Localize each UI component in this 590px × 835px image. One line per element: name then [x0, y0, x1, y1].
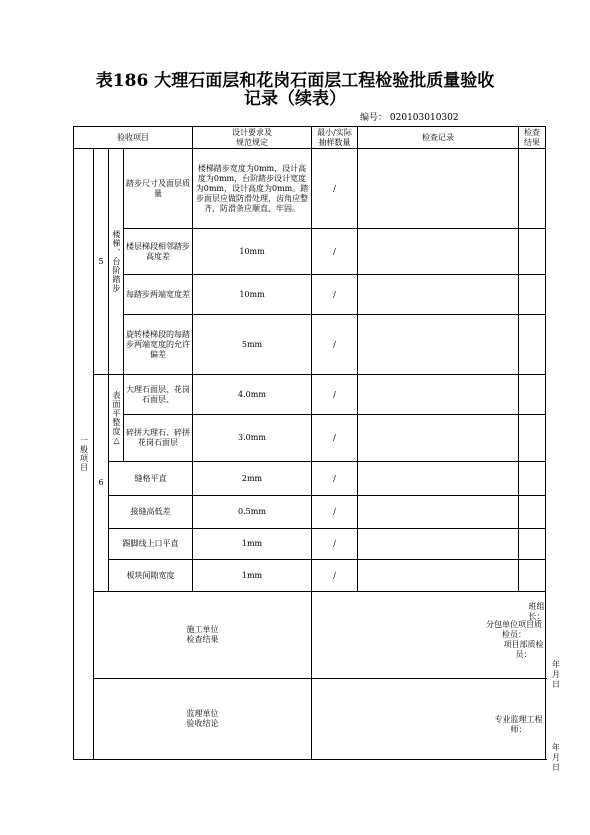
row-item: 旋转楼梯段的每踏步两端宽度的允许偏差	[124, 315, 193, 375]
row-item: 碎拼大理石、碎拼花岗石面层	[124, 415, 193, 462]
row-item: 每踏步两端宽度差	[124, 275, 193, 315]
table-row	[74, 560, 546, 592]
supervision-label-line1: 监理单位	[186, 709, 219, 718]
supervision-row	[74, 679, 546, 760]
table-row	[74, 229, 546, 275]
supervision-label-line2: 验收结论	[186, 719, 219, 728]
construction-label-line1: 施工单位	[186, 625, 219, 634]
row-sample: /	[312, 529, 358, 560]
team-leader-label: 班组长：	[528, 602, 545, 621]
table-row	[74, 375, 546, 415]
row-sample: /	[312, 275, 358, 315]
header-design-req-line1: 设计要求及	[232, 127, 272, 137]
header-result-line1: 检查	[524, 127, 540, 137]
row-result[interactable]	[519, 275, 546, 315]
row-record[interactable]	[358, 315, 519, 375]
row-result[interactable]	[519, 315, 546, 375]
header-sample-line2: 抽样数量	[318, 137, 351, 147]
row-sample: /	[312, 229, 358, 275]
row-requirement: 5mm	[193, 315, 312, 375]
table-row	[74, 149, 546, 229]
group5-label: 楼梯、台阶踏步	[109, 149, 124, 375]
header-sample-line1: 最小/实际	[317, 127, 352, 137]
group6-sub-label: 表面平整度△	[109, 375, 124, 462]
row-record[interactable]	[358, 529, 519, 560]
row-record[interactable]	[358, 149, 519, 229]
row-item: 缝格平直	[109, 462, 193, 496]
row-result[interactable]	[519, 462, 546, 496]
row-result[interactable]	[519, 375, 546, 415]
supervision-label	[94, 679, 312, 760]
construction-row	[74, 592, 546, 679]
row-record[interactable]	[358, 496, 519, 529]
row-result[interactable]	[519, 229, 546, 275]
table-row	[74, 275, 546, 315]
row-sample: /	[312, 149, 358, 229]
form-code	[360, 110, 459, 123]
row-item: 大理石面层、花岗石面层、	[124, 375, 193, 415]
row-item: 踏步尺寸及面层质量	[124, 149, 193, 229]
row-sample: /	[312, 375, 358, 415]
row-record[interactable]	[358, 229, 519, 275]
row-sample: /	[312, 462, 358, 496]
row-requirement: 0.5mm	[193, 496, 312, 529]
table-row	[74, 462, 546, 496]
row-record[interactable]	[358, 560, 519, 592]
header-result-line2: 结果	[524, 137, 540, 147]
header-result	[519, 127, 546, 149]
row-sample: /	[312, 560, 358, 592]
row-item: 接缝高低差	[109, 496, 193, 529]
row-item: 踢脚线上口平直	[109, 529, 193, 560]
row-requirement: 2mm	[193, 462, 312, 496]
row-requirement: 1mm	[193, 529, 312, 560]
supervision-date: 年 月 日	[552, 743, 560, 772]
row-record[interactable]	[358, 415, 519, 462]
table-row	[74, 496, 546, 529]
header-item: 验收项目	[74, 127, 193, 149]
row-result[interactable]	[519, 529, 546, 560]
construction-label	[94, 592, 312, 679]
row-result[interactable]	[519, 560, 546, 592]
row-item: 板块间隙宽度	[109, 560, 193, 592]
project-inspector-label: 项目部质检员：	[503, 640, 544, 659]
row-sample: /	[312, 415, 358, 462]
row-item: 楼层梯段相邻踏步高度差	[124, 229, 193, 275]
header-record: 检查记录	[358, 127, 519, 149]
group5-num: 5	[94, 149, 109, 375]
row-sample: /	[312, 315, 358, 375]
row-result[interactable]	[519, 496, 546, 529]
table-header-row	[74, 127, 546, 149]
header-design-req	[193, 127, 312, 149]
table-row	[74, 529, 546, 560]
inspection-table	[73, 126, 560, 772]
row-record[interactable]	[358, 375, 519, 415]
form-title-line1: 表186 大理石面层和花岗石面层工程检验批质量验收	[95, 71, 495, 91]
row-requirement: 3.0mm	[193, 415, 312, 462]
construction-label-line2: 检查结果	[186, 635, 219, 644]
row-record[interactable]	[358, 462, 519, 496]
table-row	[74, 415, 546, 462]
row-requirement: 10mm	[193, 229, 312, 275]
table-row	[74, 315, 546, 375]
row-result[interactable]	[519, 149, 546, 229]
form-code-label: 编号：	[360, 113, 388, 123]
supervision-sign-area[interactable]	[312, 679, 560, 772]
row-requirement: 楼梯踏步宽度为0mm，设计高度为0mm，台阶踏步设计宽度为0mm，设计高度为0mm。踏步面层应做防滑处理，齿角应整齐，防滑条应顺直、牢固。	[193, 149, 312, 229]
construction-sign-area[interactable]	[312, 592, 560, 689]
construction-date: 年 月 日	[552, 660, 560, 689]
form-code-value: 020103010302	[389, 113, 459, 123]
row-requirement: 1mm	[193, 560, 312, 592]
group6-num: 6	[94, 375, 109, 592]
sub-inspector-label: 分包单位项目质检员：	[486, 620, 542, 639]
header-design-req-line2: 规范规定	[236, 137, 268, 147]
row-result[interactable]	[519, 415, 546, 462]
row-sample: /	[312, 496, 358, 529]
category-label: 一般项目	[74, 149, 94, 760]
header-sample	[312, 127, 358, 149]
row-requirement: 10mm	[193, 275, 312, 315]
row-requirement: 4.0mm	[193, 375, 312, 415]
row-record[interactable]	[358, 275, 519, 315]
form-title-line2: 记录（续表）	[244, 89, 346, 109]
supervision-engineer-label: 专业监理工程师：	[494, 715, 543, 734]
